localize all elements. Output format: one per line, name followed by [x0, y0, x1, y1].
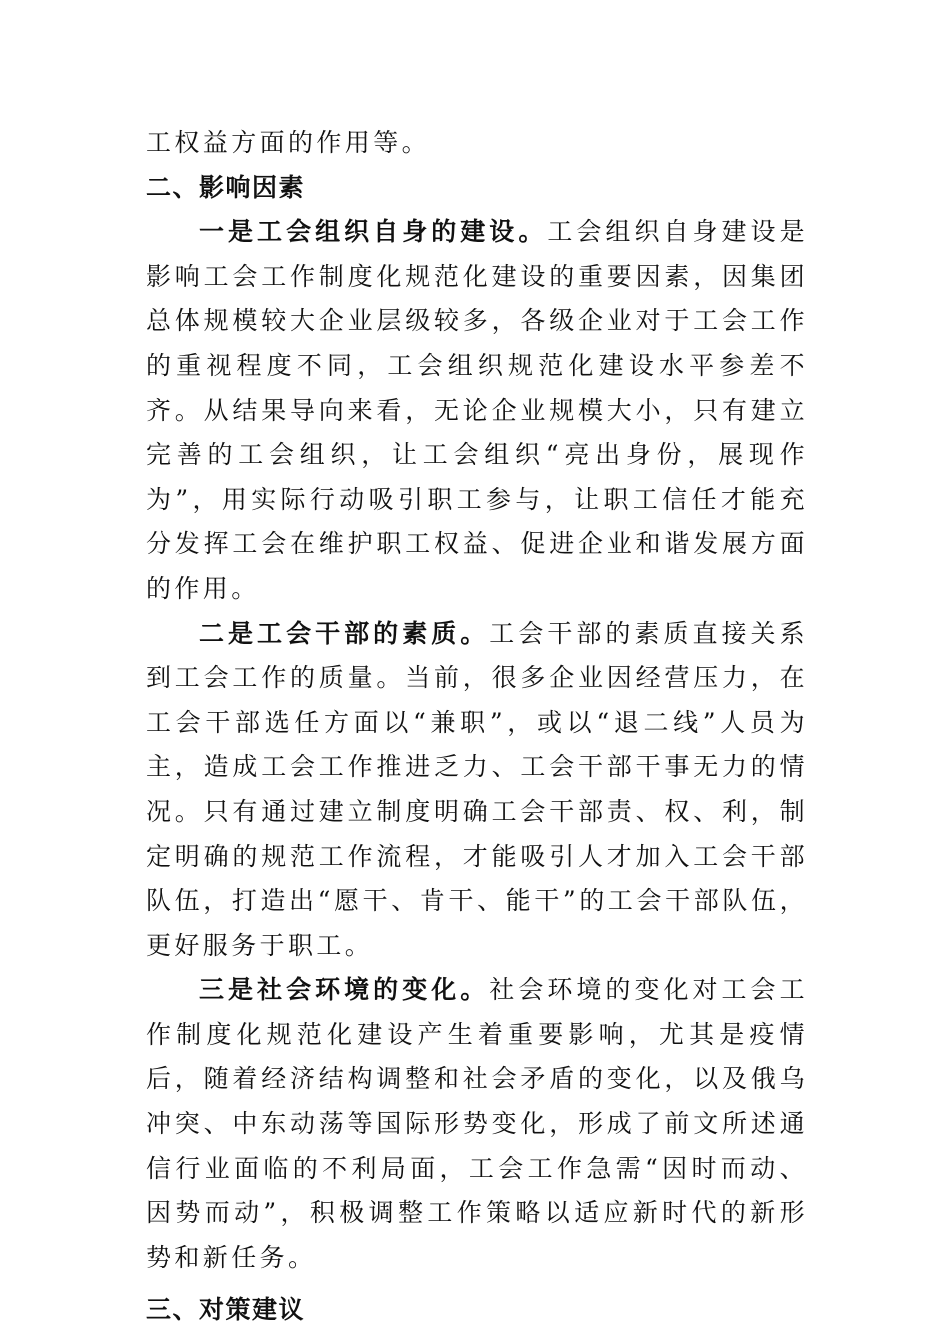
document-body — [146, 121, 808, 1333]
paragraph-lead-union-cadres: 二是工会干部的素质。 — [199, 618, 490, 648]
paragraph-union-organization — [146, 210, 808, 611]
paragraph-social-environment — [146, 968, 808, 1280]
paragraph-body-union-cadres: 工会干部的素质直接关系到工会工作的质量。当前，很多企业因经营压力，在工会干部选任方面以“兼职”，或以“退二线”人员为主，造成工会工作推进乏力、工会干部干事无力的情况。只有通过建立制度明确工会干部责、权、利，制定明确的规范工作流程，才能吸引人才加入工会干部队伍，打造出“愿干、肯干、能干”的工会干部队伍，更好服务于职工。 — [146, 618, 808, 960]
section-heading-countermeasures: 三、对策建议 — [146, 1295, 306, 1325]
paragraph-union-cadres — [146, 612, 808, 969]
paragraph-continuation: 工权益方面的作用等。 — [146, 128, 431, 157]
paragraph-lead-union-organization: 一是工会组织自身的建设。 — [199, 217, 548, 247]
paragraph-body-union-organization: 工会组织自身建设是影响工会工作制度化规范化建设的重要因素，因集团总体规模较大企业层级较多，各级企业对于工会工作的重视程度不同，工会组织规范化建设水平参差不齐。从结果导向来看，无论企业规模大小，只有建立完善的工会组织，让工会组织“亮出身份，展现作为”，用实际行动吸引职工参与，让职工信任才能充分发挥工会在维护职工权益、促进企业和谐发展方面的作用。 — [146, 217, 808, 603]
paragraph-body-social-environment: 社会环境的变化对工会工作制度化规范化建设产生着重要影响，尤其是疫情后，随着经济结构调整和社会矛盾的变化，以及俄乌冲突、中东动荡等国际形势变化，形成了前文所述通信行业面临的不利局面，工会工作急需“因时而动、因势而动”，积极调整工作策略以适应新时代的新形势和新任务。 — [146, 975, 808, 1272]
section-heading-influencing-factors: 二、影响因素 — [146, 172, 306, 202]
paragraph-lead-social-environment: 三是社会环境的变化。 — [199, 975, 490, 1005]
